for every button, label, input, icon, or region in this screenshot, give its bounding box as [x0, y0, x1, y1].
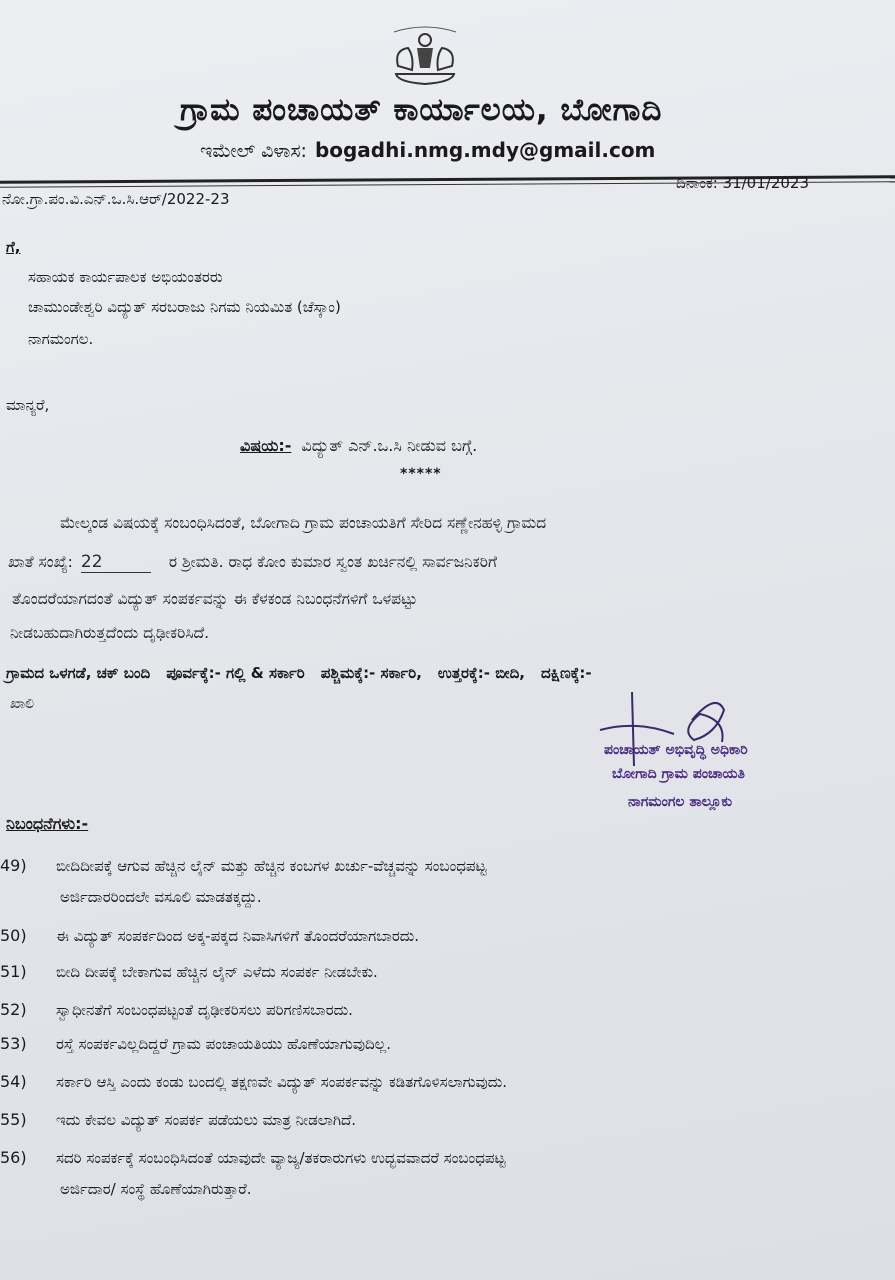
signature-scrawl [596, 690, 736, 770]
state-emblem-icon [384, 22, 466, 88]
boundary-label: ಗ್ರಾಮದ ಒಳಗಡೆ, ಚಕ್ ಬಂದಿ [6, 664, 151, 682]
boundary-west: ಪಶ್ಚಿಮಕ್ಕೆ:- ಸರ್ಕಾರಿ, [320, 664, 422, 682]
email-label: ಇಮೇಲ್ ವಿಳಾಸ: [200, 140, 307, 162]
to-label: ಗೆ, [6, 238, 21, 256]
body-line: ನೀಡಬಹುದಾಗಿರುತ್ತದೆಂದು ದೃಢೀಕರಿಸಿದೆ. [10, 624, 210, 642]
condition-number: 50) [0, 926, 27, 945]
condition-number: 53) [0, 1034, 27, 1053]
boundary-south-value: ಖಾಲಿ [10, 696, 35, 712]
recipient-organization: ಚಾಮುಂಡೇಶ್ವರಿ ವಿದ್ಯುತ್ ಸರಬರಾಜು ನಿಗಮ ನಿಯಮಿತ (ಚೆಸ್ಕಾಂ) [28, 298, 341, 316]
condition-item [0, 1034, 391, 1053]
condition-text: ಸದರಿ ಸಂಪರ್ಕಕ್ಕೆ ಸಂಬಂಧಿಸಿದಂತೆ ಯಾವುದೇ ವ್ಯಾಜ್ಯ/ತಕರಾರುಗಳು ಉದ್ಭವವಾದರೆ ಸಂಬಂಧಪಟ್ಟ [56, 1149, 506, 1167]
condition-number: 51) [0, 962, 27, 981]
condition-text-cont: ಅರ್ಜಿದಾರರಿಂದಲೇ ವಸೂಲಿ ಮಾಡತಕ್ಕದ್ದು. [60, 888, 262, 906]
subject-line [240, 436, 477, 456]
condition-item [0, 1000, 353, 1019]
condition-text: ರಸ್ತೆ ಸಂಪರ್ಕವಿಲ್ಲದಿದ್ದರೆ ಗ್ರಾಮ ಪಂಚಾಯತಿಯು ಹೊಣೆಯಾಗುವುದಿಲ್ಲ. [56, 1035, 391, 1053]
body-line: ಮೇಲ್ಕಂಡ ವಿಷಯಕ್ಕೆ ಸಂಬಂಧಿಸಿದಂತೆ, ಬೋಗಾದಿ ಗ್ರಾಮ ಪಂಚಾಯತಿಗೆ ಸೇರಿದ ಸಣ್ಣೇನಹಳ್ಳಿ ಗ್ರಾಮದ [60, 514, 547, 532]
condition-item [0, 1110, 356, 1129]
condition-item [0, 1148, 506, 1198]
conditions-heading: ನಿಬಂಧನೆಗಳು:- [6, 814, 89, 833]
account-number: 22 [81, 552, 151, 573]
reference-number: ನೋ.ಗ್ರಾ.ಪಂ.ವಿ.ಎನ್.ಒ.ಸಿ.ಆರ್/2022-23 [2, 190, 230, 208]
condition-number: 54) [0, 1072, 27, 1091]
signatory-office: ಬೋಗಾದಿ ಗ್ರಾಮ ಪಂಚಾಯತಿ [612, 766, 745, 782]
condition-item [0, 926, 419, 945]
body-line: ತೊಂದರೆಯಾಗದಂತೆ ವಿದ್ಯುತ್ ಸಂಪರ್ಕವನ್ನು ಈ ಕೆಳಕಂಡ ನಿಬಂಧನೆಗಳಿಗೆ ಒಳಪಟ್ಟು [12, 590, 418, 608]
condition-text: ಬೀದಿ ದೀಪಕ್ಕೆ ಬೇಕಾಗುವ ಹೆಚ್ಚಿನ ಲೈನ್ ಎಳೆದು ಸಂಪರ್ಕ ನೀಡಬೇಕು. [56, 963, 378, 981]
signatory-designation: ಪಂಚಾಯತ್ ಅಭಿವೃದ್ಧಿ ಅಧಿಕಾರಿ [604, 742, 748, 758]
condition-text: ಸರ್ಕಾರಿ ಆಸ್ತಿ ಎಂದು ಕಂಡು ಬಂದಲ್ಲಿ ತಕ್ಷಣವೇ ವಿದ್ಯುತ್ ಸಂಪರ್ಕವನ್ನು ಕಡಿತಗೊಳಿಸಲಾಗುವುದು. [56, 1073, 507, 1091]
subject-label: ವಿಷಯ:- [240, 436, 292, 455]
condition-number: 56) [0, 1148, 27, 1167]
account-label: ಖಾತೆ ಸಂಖ್ಯೆ: [8, 553, 73, 571]
subject-separator: ***** [400, 466, 442, 482]
condition-item [0, 962, 378, 981]
body-line [8, 552, 868, 573]
condition-text: ಇದು ಕೇವಲ ವಿದ್ಯುತ್ ಸಂಪರ್ಕ ಪಡೆಯಲು ಮಾತ್ರ ನೀಡಲಾಗಿದೆ. [56, 1111, 357, 1129]
email-address: bogadhi.nmg.mdy@gmail.com [314, 138, 656, 162]
boundaries-line [6, 664, 592, 682]
salutation: ಮಾನ್ಯರೆ, [6, 396, 50, 414]
condition-text: ಬೀದಿದೀಪಕ್ಕೆ ಆಗುವ ಹೆಚ್ಚಿನ ಲೈನ್ ಮತ್ತು ಹೆಚ್ಚಿನ ಕಂಬಗಳ ಖರ್ಚು-ವೆಚ್ಚವನ್ನು ಸಂಬಂಧಪಟ್ಟ [56, 857, 487, 875]
condition-number: 52) [0, 1000, 27, 1019]
recipient-place: ನಾಗಮಂಗಲ. [28, 330, 94, 348]
condition-item [0, 856, 487, 906]
condition-text: ಸ್ವಾಧೀನತೆಗೆ ಸಂಬಂಧಪಟ್ಟಂತೆ ದೃಢೀಕರಿಸಲು ಪರಿಗಣಿಸಬಾರದು. [56, 1001, 353, 1019]
condition-text-cont: ಅರ್ಜಿದಾರ/ ಸಂಸ್ಥೆ ಹೊಣೆಯಾಗಿರುತ್ತಾರೆ. [60, 1180, 252, 1198]
condition-number: 55) [0, 1110, 27, 1129]
owner-text: ರ ಶ್ರೀಮತಿ. ರಾಧ ಕೋಂ ಕುಮಾರ ಸ್ವಂತ ಖರ್ಚಿನಲ್ಲಿ ಸಾರ್ವಜನಿಕರಿಗೆ [168, 553, 497, 571]
signatory-taluk: ನಾಗಮಂಗಲ ತಾಲ್ಲೂಕು [628, 794, 733, 810]
subject-text: ವಿದ್ಯುತ್ ಎನ್.ಒ.ಸಿ ನೀಡುವ ಬಗ್ಗೆ. [301, 436, 478, 455]
office-title: ಗ್ರಾಮ ಪಂಚಾಯತ್ ಕಾರ್ಯಾಲಯ, ಬೋಗಾದಿ [180, 92, 663, 128]
recipient-designation: ಸಹಾಯಕ ಕಾರ್ಯಪಾಲಕ ಅಭಿಯಂತರರು [28, 268, 223, 286]
letter-date: ದಿನಾಂಕ: 31/01/2023 [676, 174, 809, 192]
boundary-east: ಪೂರ್ವಕ್ಕೆ:- ಗಲ್ಲಿ & ಸರ್ಕಾರಿ [166, 664, 305, 682]
boundary-south: ದಕ್ಷಿಣಕ್ಕೆ:- [540, 664, 592, 682]
email-line [200, 138, 655, 162]
condition-text: ಈ ವಿದ್ಯುತ್ ಸಂಪರ್ಕದಿಂದ ಅಕ್ಕ-ಪಕ್ಕದ ನಿವಾಸಿಗಳಿಗೆ ತೊಂದರೆಯಾಗಬಾರದು. [56, 927, 420, 945]
condition-number: 49) [0, 856, 27, 875]
boundary-north: ಉತ್ತರಕ್ಕೆ:- ಬೀದಿ, [437, 664, 525, 682]
condition-item [0, 1072, 507, 1091]
